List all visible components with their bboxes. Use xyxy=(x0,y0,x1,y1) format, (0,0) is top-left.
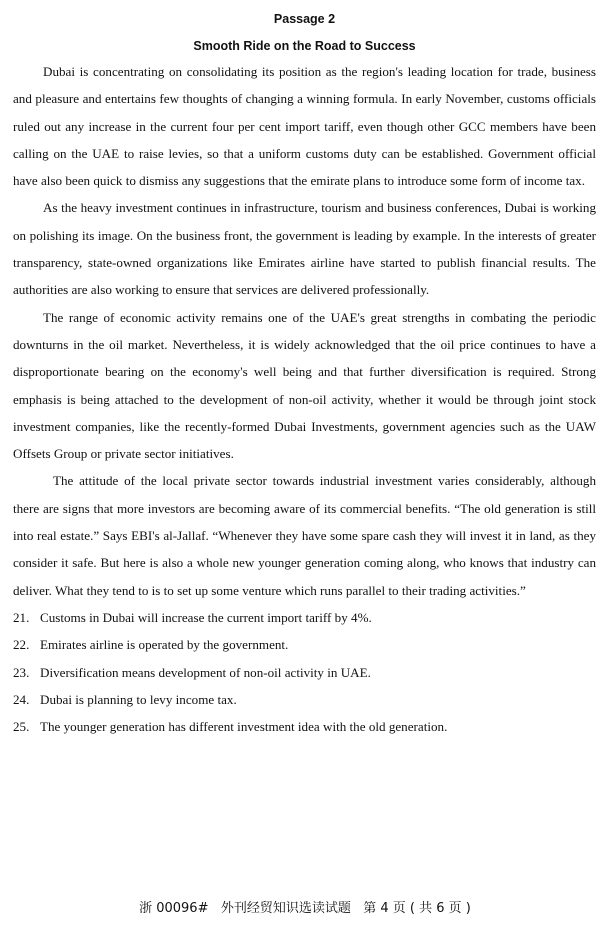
question-item xyxy=(13,659,596,686)
question-text: Customs in Dubai will increase the current import tariff by 4%. xyxy=(40,609,372,625)
question-number: 24. xyxy=(13,691,30,707)
page-footer: 浙 00096# 外刊经贸知识选读试题 第 4 页 ( 共 6 页 ) xyxy=(139,901,471,916)
paragraph-2: As the heavy investment continues in infrastructure, tourism and business conferences, Dubai is working on polishing its image. On the business front, the government is leading by example. In the interests of greater transparency, state-owned organizations like Emirates airline have started to publish financial results. The authorities are also working to ensure that services are delivered professionally. xyxy=(13,200,596,298)
question-text: Emirates airline is operated by the government. xyxy=(40,637,289,653)
passage-title: Smooth Ride on the Road to Success xyxy=(193,39,416,53)
question-number: 22. xyxy=(13,637,30,653)
question-number: 23. xyxy=(13,664,30,680)
question-number: 21. xyxy=(13,609,30,625)
question-text: The younger generation has different investment idea with the old generation. xyxy=(40,719,448,735)
question-list xyxy=(13,604,596,740)
question-text: Dubai is planning to levy income tax. xyxy=(40,691,237,707)
question-item xyxy=(13,604,596,631)
question-item xyxy=(13,713,596,740)
question-item xyxy=(13,631,596,658)
paragraph-4: The attitude of the local private sector towards industrial investment varies considerably, although there are signs that more investors are becoming aware of its commercial benefits. “The old generation is still into real estate.” Says EBI's al-Jallaf. “Whenever they have some spare cash they will invest it in land, as they consider it safe. But here is also a whole new younger generation coming along, who knows that industry can deliver. What they tend to is to set up some venture which runs parallel to their trading activities.” xyxy=(13,473,596,598)
question-text: Diversification means development of non-oil activity in UAE. xyxy=(40,664,371,680)
exam-page xyxy=(13,10,596,740)
paragraph-1: Dubai is concentrating on consolidating its position as the region's leading location for trade, business and pleasure and entertains few thoughts of changing a winning formula. In early November, customs officials ruled out any increase in the current four per cent import tariff, even though other GCC members have been calling on the UAE to raise levies, so that a uniform customs duty can be established. Government official have also been quick to dismiss any suggestions that the emirate plans to introduce some form of income tax. xyxy=(13,64,596,189)
passage-label: Passage 2 xyxy=(273,12,336,26)
question-number: 25. xyxy=(13,719,30,735)
question-item xyxy=(13,686,596,713)
paragraph-3: The range of economic activity remains one of the UAE's great strengths in combating the periodic downturns in the oil market. Nevertheless, it is widely acknowledged that the oil price continues to have a disproportionate bearing on the economy's well being and that further diversification is required. Strong emphasis is being attached to the development of non-oil activity, whether it would be through joint stock investment companies, like the recently-formed Dubai Investments, government agencies such as the UAW Offsets Group or private sector initiatives. xyxy=(13,309,596,462)
